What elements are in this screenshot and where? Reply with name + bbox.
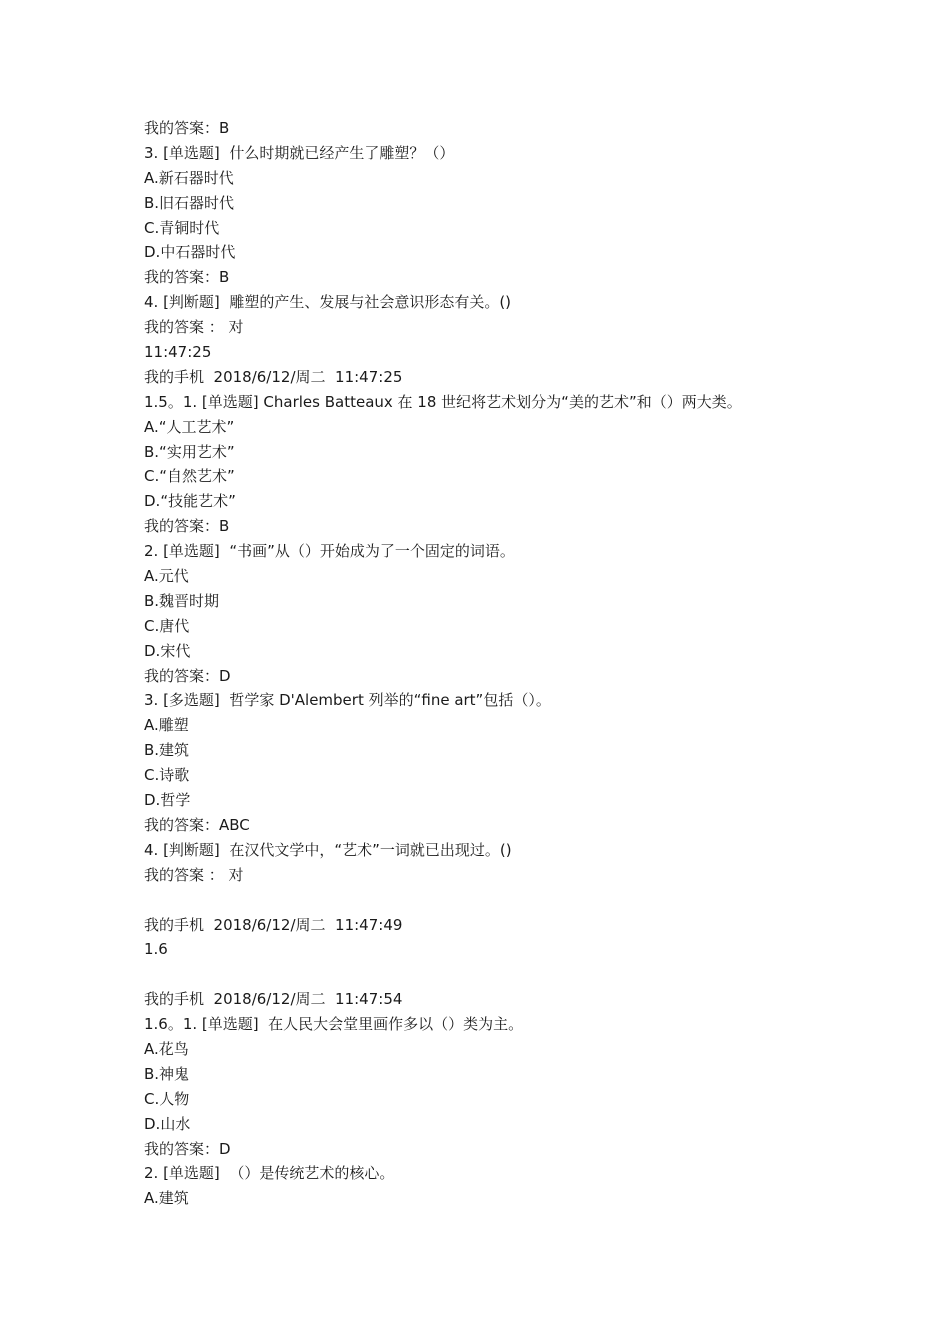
option-line: C.“自然艺术” [144, 467, 235, 486]
option-line: B.神鬼 [144, 1064, 190, 1083]
option-line: D.山水 [144, 1114, 191, 1133]
option-line: C.唐代 [144, 616, 190, 635]
blank-line [144, 888, 924, 913]
option-line: A.“人工艺术” [144, 417, 235, 436]
answer-line: 我的答案：B [144, 517, 230, 536]
question-line: 4. [判断题] 在汉代文学中，“艺术”一词就已出现过。() [144, 840, 512, 859]
answer-line: 我的答案 ： 对 [144, 318, 244, 337]
option-line: A.建筑 [144, 1189, 189, 1208]
answer-line: 我的答案：B [144, 268, 230, 287]
option-line: A.花鸟 [144, 1039, 189, 1058]
option-line: D.哲学 [144, 791, 191, 810]
option-line: C.青铜时代 [144, 218, 220, 237]
chat-header-line: 我的手机 2018/6/12/周二 11:47:54 [144, 990, 403, 1009]
answer-line: 我的答案：D [144, 666, 231, 685]
option-line: C.诗歌 [144, 766, 190, 785]
option-line: D.宋代 [144, 641, 191, 660]
option-line: B.建筑 [144, 741, 190, 760]
answer-line: 我的答案 ： 对 [144, 865, 244, 884]
question-line: 3. [单选题] 什么时期就已经产生了雕塑？（） [144, 143, 455, 162]
option-line: A.雕塑 [144, 716, 189, 735]
blank-line [144, 962, 924, 987]
question-line: 1.6。1. [单选题] 在人民大会堂里画作多以（）类为主。 [144, 1015, 524, 1034]
answer-line: 我的答案：D [144, 1139, 231, 1158]
question-line: 4. [判断题] 雕塑的产生、发展与社会意识形态有关。() [144, 293, 512, 312]
question-line: 1.5。1. [单选题] Charles Batteaux 在 18 世纪将艺术划分为“美的艺术”和（）两大类。 [144, 392, 742, 411]
answer-line: 我的答案：B [144, 119, 230, 137]
option-line: B.魏晋时期 [144, 591, 220, 610]
option-line: D.“技能艺术” [144, 492, 236, 511]
timestamp-line: 11:47:25 [144, 343, 212, 362]
option-line: C.人物 [144, 1089, 190, 1108]
option-line: B.旧石器时代 [144, 193, 235, 212]
question-line: 2. [单选题] “书画”从（）开始成为了一个固定的词语。 [144, 542, 515, 561]
section-number-line: 1.6 [144, 940, 168, 959]
option-line: A.新石器时代 [144, 168, 234, 187]
document-page [144, 116, 924, 1211]
question-line: 3. [多选题] 哲学家 D'Alembert 列举的“fine art”包括（）。 [144, 691, 551, 710]
option-line: D.中石器时代 [144, 243, 236, 262]
answer-line: 我的答案：ABC [144, 815, 250, 834]
chat-header-line: 我的手机 2018/6/12/周二 11:47:25 [144, 367, 403, 386]
option-line: B.“实用艺术” [144, 442, 235, 461]
question-line: 2. [单选题] （）是传统艺术的核心。 [144, 1164, 395, 1183]
chat-header-line: 我的手机 2018/6/12/周二 11:47:49 [144, 915, 403, 934]
option-line: A.元代 [144, 567, 189, 586]
